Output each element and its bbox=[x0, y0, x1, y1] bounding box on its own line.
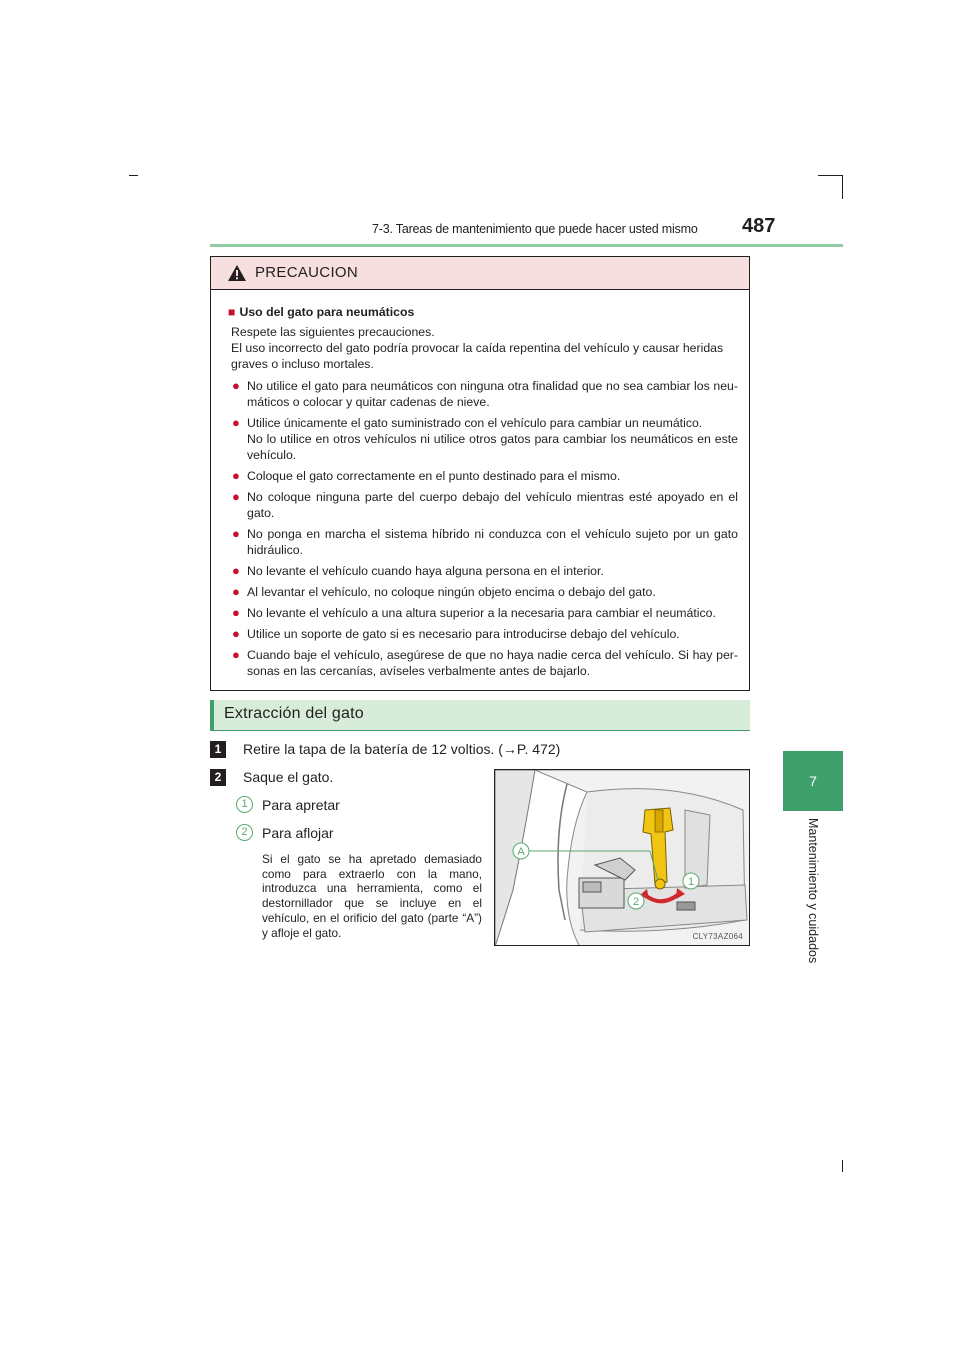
warning-triangle-icon bbox=[227, 264, 247, 282]
callout-a: A bbox=[517, 846, 525, 858]
caution-bullet bbox=[228, 584, 741, 600]
callout-1: 1 bbox=[687, 876, 695, 888]
section-accent bbox=[210, 700, 214, 730]
sub-item-text: Para aflojar bbox=[262, 825, 334, 841]
bullet-dot-icon: ● bbox=[232, 526, 240, 541]
caution-bullet-text: No ponga en marcha el sistema híbrido ni conduzca con el vehículo sujeto por un gato hidráulico. bbox=[247, 527, 738, 557]
bullet-dot-icon: ● bbox=[232, 378, 240, 393]
bullet-dot-icon: ● bbox=[232, 415, 240, 430]
caution-bullet bbox=[228, 626, 741, 642]
jack-illustration bbox=[494, 769, 750, 946]
step-number: 1 bbox=[210, 741, 226, 758]
bullet-dot-icon: ● bbox=[232, 468, 240, 483]
caution-subheading bbox=[228, 304, 741, 320]
caution-header bbox=[211, 257, 749, 290]
caution-title: PRECAUCION bbox=[255, 264, 359, 281]
section-header bbox=[210, 700, 750, 731]
square-bullet-icon: ■ bbox=[228, 305, 236, 319]
caution-bullet bbox=[228, 489, 741, 521]
bullet-dot-icon: ● bbox=[232, 489, 240, 504]
bullet-dot-icon: ● bbox=[232, 584, 240, 599]
caution-bullet-text: No levante el vehículo cuando haya alguna persona en el interior. bbox=[247, 564, 604, 578]
caution-bullet-text: No utilice el gato para neumáticos con ninguna otra finalidad que no sea cambiar los neu-máticos o colocar y quitar cadenas de nieve. bbox=[247, 379, 738, 409]
crop-mark bbox=[129, 175, 138, 176]
caution-subheading-text: Uso del gato para neumáticos bbox=[239, 305, 415, 319]
step-text: Retire la tapa de la batería de 12 voltios. (→P. 472) bbox=[243, 741, 561, 757]
caution-bullet bbox=[228, 563, 741, 579]
step-text: Saque el gato. bbox=[243, 769, 334, 785]
caution-bullet bbox=[228, 378, 741, 410]
caution-bullet bbox=[228, 647, 741, 679]
caution-bullet-text: Al levantar el vehículo, no coloque ningún objeto encima o debajo del gato. bbox=[247, 585, 656, 599]
caution-bullet bbox=[228, 415, 741, 463]
caution-intro-line: Respete las siguientes precauciones. bbox=[231, 325, 435, 339]
header-section-title: 7-3. Tareas de mantenimiento que puede hacer usted mismo bbox=[372, 222, 698, 236]
caution-bullet-text: No lo utilice en otros vehículos ni utilice otros gatos para cambiar los neumáticos en este vehículo. bbox=[247, 432, 738, 462]
chapter-number: 7 bbox=[809, 773, 817, 789]
caution-bullet bbox=[228, 468, 741, 484]
page-number: 487 bbox=[742, 215, 776, 237]
bullet-dot-icon: ● bbox=[232, 605, 240, 620]
crop-mark bbox=[818, 175, 843, 176]
sub-item-marker: 2 bbox=[236, 824, 253, 841]
step-number: 2 bbox=[210, 769, 226, 786]
caution-intro bbox=[228, 324, 741, 372]
caution-bullet-text: Cuando baje el vehículo, asegúrese de que no haya nadie cerca del vehículo. Si hay per-sonas en las cercanías, avíseles verbalmente antes de bajarlo. bbox=[247, 648, 738, 678]
caution-body bbox=[211, 290, 749, 679]
bullet-dot-icon: ● bbox=[232, 647, 240, 662]
figure-code: CLY73AZ064 bbox=[692, 932, 743, 941]
chapter-label: Mantenimiento y cuidados bbox=[806, 818, 820, 964]
jack-note: Si el gato se ha apretado demasiado como para extraerlo con la mano, introduzca una herramienta, como el destornillador que se incluye en el vehículo, en el orificio del gato (parte “A”) y afloje el gato. bbox=[262, 852, 482, 940]
caution-bullet-text: Utilice un soporte de gato si es necesario para introducirse debajo del vehículo. bbox=[247, 627, 680, 641]
caution-box bbox=[210, 256, 750, 691]
caution-bullet-text: No coloque ninguna parte del cuerpo debajo del vehículo mientras esté apoyado en el gato. bbox=[247, 490, 738, 520]
sub-item-text: Para apretar bbox=[262, 797, 340, 813]
crop-mark bbox=[842, 1160, 843, 1172]
bullet-dot-icon: ● bbox=[232, 563, 240, 578]
callout-2: 2 bbox=[632, 896, 640, 908]
trunk-jack-drawing bbox=[495, 770, 750, 946]
chapter-tab bbox=[783, 751, 843, 811]
caution-bullet bbox=[228, 526, 741, 558]
crop-mark bbox=[842, 175, 843, 199]
sub-item-marker: 1 bbox=[236, 796, 253, 813]
caution-intro-line: El uso incorrecto del gato podría provocar la caída repentina del vehículo y causar heridas graves o incluso mortales. bbox=[231, 341, 724, 371]
caution-bullet-text: Utilice únicamente el gato suministrado con el vehículo para cambiar un neumático. bbox=[247, 416, 703, 430]
caution-bullet-text: No levante el vehículo a una altura superior a la necesaria para cambiar el neumático. bbox=[247, 606, 716, 620]
section-title: Extracción del gato bbox=[224, 705, 364, 722]
caution-bullet-text: Coloque el gato correctamente en el punto destinado para el mismo. bbox=[247, 469, 621, 483]
header-rule bbox=[210, 244, 843, 247]
caution-bullet bbox=[228, 605, 741, 621]
bullet-dot-icon: ● bbox=[232, 626, 240, 641]
